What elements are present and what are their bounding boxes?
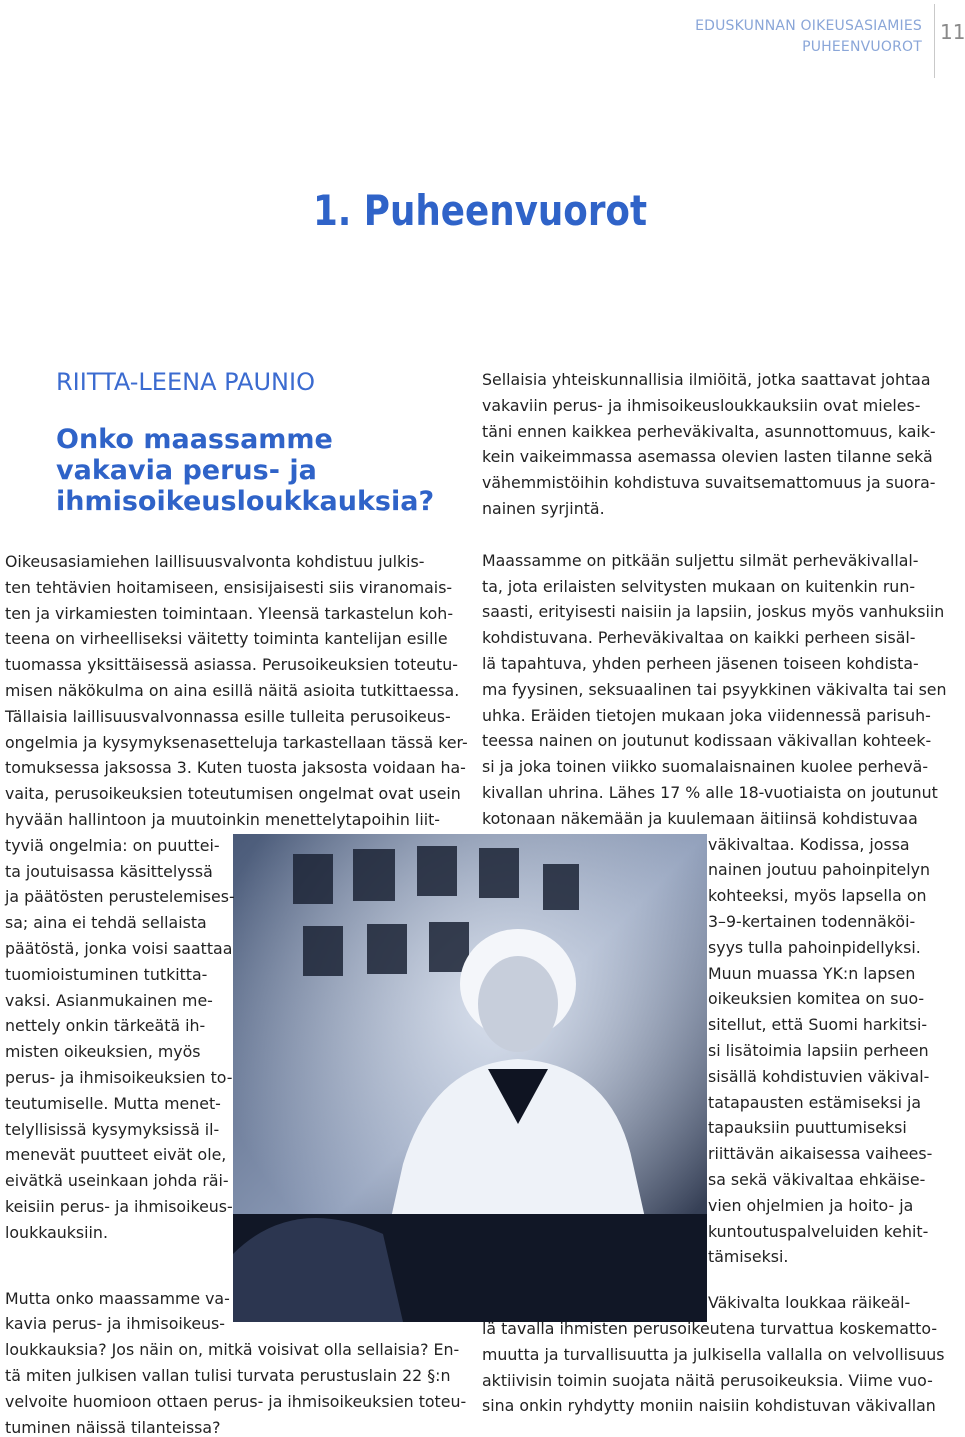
body-text-line: kivallan uhrina. Lähes 17 % alle 18-vuotiaista on joutunut [482, 783, 938, 802]
body-text-line: vien ohjelmien ja hoito- ja [708, 1195, 914, 1215]
body-text-line: tuomioistuminen tutkitta- [5, 964, 208, 984]
body-text-line: kuntoutuspalveluiden kehit- [708, 1221, 929, 1241]
body-text-line: saasti, erityisesti naisiin ja lapsiin, joskus myös vanhuksiin [482, 602, 945, 622]
section-name: PUHEENVUOROT [802, 39, 922, 55]
body-text-line: sa; aina ei tehdä sellaista [5, 913, 207, 933]
body-text-line: riittävän aikaisessa vaihees- [708, 1144, 933, 1164]
body-text-line: Oikeusasiamiehen laillisuusvalvonta kohdistuu julkis- [5, 552, 425, 571]
body-text-line: vakaviin perus- ja ihmisoikeusloukkauksiin ovat mieles- [482, 395, 921, 415]
body-text-line: tapauksiin puuttumiseksi [708, 1118, 907, 1138]
body-text-line: perus- ja ihmisoikeuksien to- [5, 1068, 233, 1087]
body-text-line: tä miten julkisen vallan tulisi turvata perustuslain 22 §:n [5, 1366, 451, 1385]
body-text-line: sisällä kohdistuvien väkival- [708, 1066, 930, 1086]
publication-name: EDUSKUNNAN OIKEUSASIAMIES [695, 18, 922, 34]
body-text-line: velvoite huomioon ottaen perus- ja ihmisoikeuksien toteu- [5, 1391, 467, 1411]
body-text-line: tomuksessa jaksossa 3. Kuten tuosta jaksosta voidaan ha- [5, 758, 466, 778]
body-text-line: eivätkä useinkaan johda räi- [5, 1171, 229, 1191]
body-text-line: ta, jota erilaisten selvitysten mukaan on kuitenkin run- [482, 576, 916, 596]
body-text-line: kein vaikeimmassa asemassa olevien lasten tilanne sekä [482, 447, 933, 467]
body-text-line: keisiin perus- ja ihmisoikeus- [5, 1197, 233, 1216]
article-title-line: Onko maassamme [56, 424, 333, 455]
page-number: 11 [940, 20, 965, 44]
body-text-line: ta joutuisassa käsittelyssä [5, 861, 213, 881]
body-text-line: ja päätösten perustelemises- [5, 887, 235, 907]
body-text-line: sitellut, että Suomi harkitsi- [708, 1015, 928, 1035]
body-text-line: misen näkökulma on aina esillä näitä asioita tutkittaessa. [5, 681, 460, 700]
body-text-line: Mutta onko maassamme va- [5, 1288, 230, 1308]
portrait-illustration [233, 834, 707, 1322]
body-text-line: loukkauksia? Jos näin on, mitkä voisivat olla sellaisia? En- [5, 1340, 460, 1360]
body-text-line: misten oikeuksien, myös [5, 1042, 201, 1062]
body-text-line: Sellaisia yhteiskunnallisia ilmiöitä, jotka saattavat johtaa [482, 370, 931, 389]
body-text-line: vaita, perusoikeuksien toteutumisen ongelmat ovat usein [5, 784, 461, 804]
body-text-line: kohdistuvana. Perheväkivaltaa on kaikki perheen sisäl- [482, 628, 916, 648]
article-title-line: ihmisoikeusloukkauksia? [56, 486, 435, 517]
body-text-line: muutta ja turvallisuutta ja julkisella vallalla on velvollisuus [482, 1344, 945, 1364]
body-text-line: teutumiselle. Mutta menet- [5, 1093, 221, 1113]
body-text-line: nainen joutuu pahoinpitelyn [708, 860, 931, 880]
body-text-line: Maassamme on pitkään suljettu silmät perheväkivallal- [482, 550, 919, 570]
body-text-line: Tällaisia laillisuusvalvonnassa esille tulleita perusoikeus- [5, 706, 451, 726]
body-text-line: lä tavalla ihmisten perusoikeutena turvattua koskematto- [482, 1319, 938, 1338]
body-text-line: 3–9-kertainen todennäköi- [708, 912, 916, 931]
body-text-line: ten ja virkamiesten toimintaan. Yleensä tarkastelun koh- [5, 603, 454, 623]
body-text-line: tuomassa yksittäisessä asiassa. Perusoikeuksien toteutu- [5, 655, 458, 675]
body-text-line: nettely onkin tärkeätä ih- [5, 1016, 206, 1036]
body-text-line: kotonaan näkemään ja kuulemaan äitiinsä kohdistuvaa [482, 808, 918, 828]
body-text-line: syys tulla pahoinpidellyksi. [708, 937, 921, 957]
header-divider [934, 4, 935, 78]
body-text-line: väkivaltaa. Kodissa, jossa [708, 834, 910, 854]
body-text-line: si lisätoimia lapsiin perheen [708, 1041, 929, 1060]
body-text-line: ongelmia ja kysymyksenasetteluja tarkastellaan tässä ker- [5, 732, 468, 752]
body-text-line: menevät puutteet eivät ole, [5, 1145, 227, 1165]
body-text-line: päätöstä, jonka voisi saattaa [5, 939, 233, 958]
body-text-line: nainen syrjintä. [482, 499, 605, 518]
article-title [56, 424, 436, 517]
body-text-line: ma fyysinen, seksuaalinen tai psyykkinen väkivalta tai sen [482, 679, 947, 699]
body-text-line: vähemmistöihin kohdistuva suvaitsemattomuus ja suora- [482, 473, 936, 493]
body-text-line: sa sekä väkivaltaa ehkäise- [708, 1170, 926, 1189]
body-text-line: ten tehtävien hoitamiseen, ensisijaisesti siis viranomais- [5, 577, 453, 597]
body-text-line: uhka. Eräiden tietojen mukaan joka viidennessä parisuh- [482, 705, 931, 725]
body-text-line: sina onkin ryhdytty moniin naisiin kohdistuvan väkivallan [482, 1396, 936, 1416]
body-text-line: täni ennen kaikkea perheväkivalta, asunnottomuus, kaik- [482, 421, 936, 441]
body-text-line: Muun muassa YK:n lapsen [708, 963, 916, 983]
body-text-line: Väkivalta loukkaa räikeäl- [708, 1293, 911, 1313]
running-header [695, 16, 922, 58]
body-text-line: teessa nainen on joutunut kodissaan väkivallan kohteek- [482, 731, 932, 751]
body-text-line: aktiivisin toimin suojata näitä perusoikeuksia. Viime vuo- [482, 1370, 933, 1390]
author-name: RIITTA-LEENA PAUNIO [56, 368, 315, 396]
body-text-line: hyvään hallintoon ja muutoinkin menettelytapoihin liit- [5, 810, 440, 829]
chapter-title: 1. Puheenvuorot [312, 186, 648, 235]
body-text-line: teena on virheelliseksi väitetty toiminta kantelijan esille [5, 629, 448, 649]
body-text-line: tämiseksi. [708, 1247, 789, 1267]
body-text-line: oikeuksien komitea on suo- [708, 989, 925, 1009]
author-portrait-photo [233, 834, 707, 1322]
body-text-line: tyviä ongelmia: on puuttei- [5, 835, 220, 855]
body-text-line: telyllisissä kysymyksissä il- [5, 1119, 220, 1139]
body-text-line: lä tapahtuva, yhden perheen jäsenen toiseen kohdista- [482, 654, 919, 673]
body-text-line: vaksi. Asianmukainen me- [5, 990, 213, 1010]
body-text-line: si ja joka toinen viikko suomalaisnainen kuolee perhevä- [482, 757, 929, 777]
article-title-line: vakavia perus- ja [56, 455, 317, 486]
body-text-line: kohteeksi, myös lapsella on [708, 886, 927, 906]
body-text-line: tuminen näissä tilanteissa? [5, 1417, 221, 1437]
body-text-line: loukkauksiin. [5, 1222, 108, 1242]
body-text-line: kavia perus- ja ihmisoikeus- [5, 1314, 225, 1334]
body-text-line: tatapausten estämiseksi ja [708, 1092, 922, 1112]
